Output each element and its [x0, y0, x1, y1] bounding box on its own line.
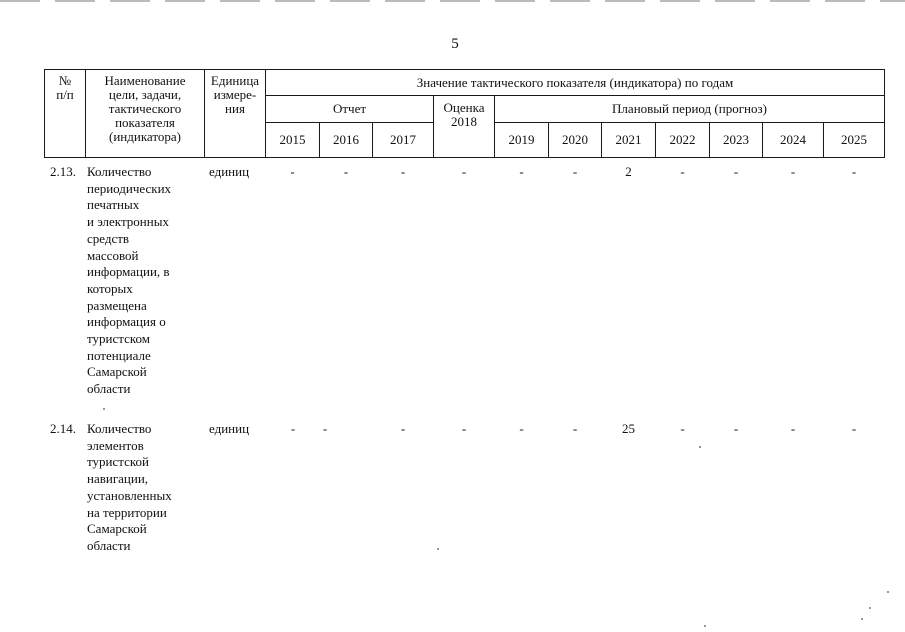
indicator-name: Количество периодических печатных и электронных средств массовой информации, в которых размещена информация о туристском потенциале Самарской области: [87, 164, 172, 397]
value-2017: -: [400, 421, 406, 436]
header-value-group-text: Значение тактического показателя (индикатора) по годам: [416, 74, 734, 90]
header-unit: [204, 69, 266, 158]
value-2019: -: [519, 164, 524, 179]
year-2015-text: 2015: [279, 132, 306, 147]
year-2020-text: 2020: [562, 132, 588, 147]
header-unit-text: Единица измере- ния: [210, 73, 260, 116]
header-year-2024: [762, 122, 824, 158]
year-2025-text: 2025: [841, 132, 867, 147]
header-plan: [494, 95, 885, 123]
header-year-2019: [494, 122, 549, 158]
scan-speck: [887, 591, 889, 593]
year-2024-text: 2024: [780, 132, 806, 147]
indicator-name: Количество элементов туристской навигации, установленных на территории Самарской области: [87, 421, 172, 553]
header-year-2025: [823, 122, 885, 158]
header-num-text: № п/п: [56, 73, 74, 102]
value-2018: -: [461, 421, 467, 436]
value-2019: -: [519, 421, 524, 436]
value-2021: 2: [625, 164, 632, 179]
value-2023: -: [733, 164, 739, 179]
scan-speck: [437, 548, 439, 550]
unit-value: единиц: [209, 421, 250, 436]
value-2017: -: [400, 164, 406, 179]
row-number: 2.13.: [50, 164, 76, 179]
year-2022-text: 2022: [669, 132, 696, 147]
value-2016: -: [343, 164, 349, 179]
top-edge-line: [0, 0, 905, 2]
year-2017-text: 2017: [390, 132, 416, 147]
year-2021-text: 2021: [615, 132, 642, 147]
header-report: [265, 95, 434, 123]
value-2025: -: [851, 421, 857, 436]
value-2015: -: [290, 164, 295, 179]
header-name-text: Наименование цели, задачи, тактического показателя (индикатора): [104, 73, 186, 144]
value-2020: -: [572, 164, 578, 179]
year-2016-text: 2016: [333, 132, 359, 147]
header-estimate-text: Оценка 2018: [443, 100, 485, 129]
scan-speck: [704, 625, 706, 627]
value-2025: -: [851, 164, 857, 179]
row-number: 2.14.: [50, 421, 76, 436]
header-name: [85, 69, 205, 158]
header-year-2022: [655, 122, 710, 158]
unit-value: единиц: [209, 164, 250, 179]
value-2018: -: [461, 164, 467, 179]
header-year-2015: [265, 122, 320, 158]
year-2023-text: 2023: [723, 132, 749, 147]
scan-speck: [861, 618, 863, 620]
header-year-2016: [319, 122, 373, 158]
year-2019-text: 2019: [508, 132, 535, 147]
value-2022: -: [680, 164, 685, 179]
value-2022: -: [680, 421, 685, 436]
value-2021: 25: [622, 421, 635, 436]
header-year-2021: [601, 122, 656, 158]
value-2020: -: [572, 421, 578, 436]
value-2016: -: [322, 421, 328, 436]
header-value-group: [265, 69, 885, 96]
header-report-text: Отчет: [332, 101, 367, 116]
value-2024: -: [790, 164, 796, 179]
scan-speck: [103, 408, 105, 410]
header-year-2017: [372, 122, 434, 158]
header-plan-text: Плановый период (прогноз): [612, 101, 767, 116]
header-estimate-2018: [433, 95, 495, 158]
scan-speck: [699, 446, 701, 448]
header-year-2020: [548, 122, 602, 158]
value-2023: -: [733, 421, 739, 436]
header-num: [44, 69, 86, 158]
header-year-2023: [709, 122, 763, 158]
value-2024: -: [790, 421, 796, 436]
value-2015: -: [290, 421, 296, 436]
page-number: 5: [451, 36, 459, 52]
scan-speck: [869, 607, 871, 609]
